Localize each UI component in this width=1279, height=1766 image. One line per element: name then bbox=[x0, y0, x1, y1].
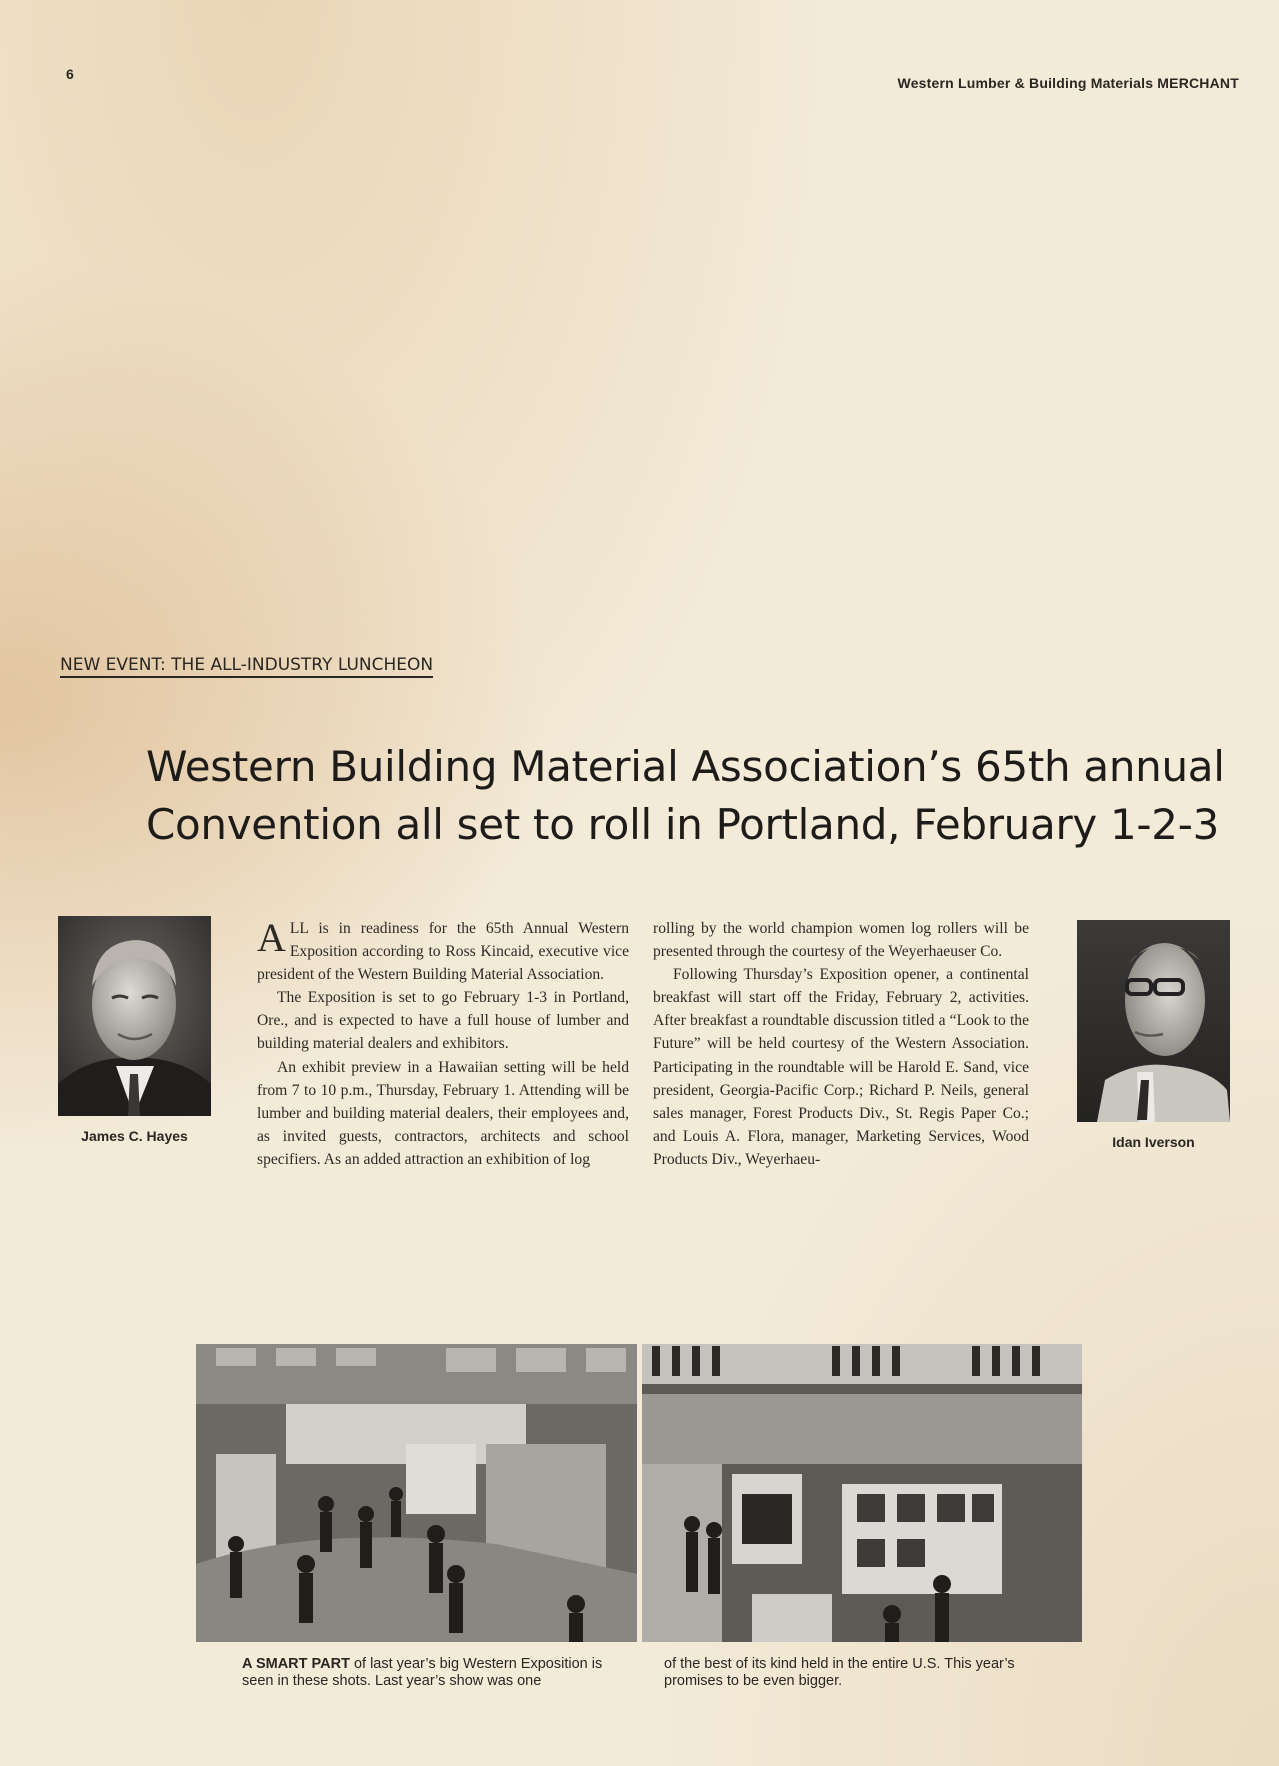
portrait-right-caption: Idan Iverson bbox=[1112, 1134, 1195, 1150]
portrait-left-caption: James C. Hayes bbox=[81, 1128, 188, 1144]
running-head: Western Lumber & Building Materials MERCHANT bbox=[897, 75, 1239, 91]
exposition-photo-left bbox=[196, 1344, 637, 1642]
paragraph: The Exposition is set to go February 1-3 in Portland, Ore., and is expected to have a full house of lumber and building material dealers and exhibitors. bbox=[257, 989, 629, 1053]
paragraph: ALL is in readiness for the 65th Annual Western Exposition according to Ross Kincaid, executive vice president of the Western Building Material Association. bbox=[257, 915, 629, 984]
paragraph: rolling by the world champion women log rollers will be presented through the courtesy of the Weyerhaeuser Co. bbox=[653, 920, 1029, 961]
headline bbox=[146, 738, 1246, 854]
paragraph: Following Thursday’s Exposition opener, a continental breakfast will start off the Friday, February 2, activities. After breakfast a roundtable discussion titled a “Look to the Future” will be held courtesy of the Western Association. Participating in the roundtable will be Harold E. Sand, vice president, Georgia-Pacific Corp.; Richard P. Neils, general sales manager, Forest Products Div., St. Regis Paper Co.; and Louis A. Flora, manager, Marketing Services, Wood Products Div., Weyerhaeu- bbox=[653, 966, 1029, 1168]
headline-line-2: Convention all set to roll in Portland, February 1-2-3 bbox=[146, 800, 1219, 849]
page-number: 6 bbox=[66, 66, 74, 82]
portrait-left-photo bbox=[58, 916, 211, 1116]
body-column-1 bbox=[257, 917, 629, 1171]
photo-caption-right: of the best of its kind held in the entire U.S. This year’s promises to be even bigger. bbox=[664, 1656, 1015, 1689]
paragraph: An exhibit preview in a Hawaiian setting will be held from 7 to 10 p.m., Thursday, February 1. Attending will be lumber and building material dealers, their employees and, as invited guests, contractors, architects and school specifiers. As an added attraction an exhibition of log bbox=[257, 1058, 629, 1168]
photo-caption-lead: A SMART PART bbox=[242, 1656, 350, 1672]
exposition-photo-right bbox=[642, 1344, 1082, 1642]
drop-cap: A bbox=[257, 915, 286, 960]
photo-caption-left: A SMART PART of last year’s big Western Exposition is seen in these shots. Last year’s show was one bbox=[242, 1656, 603, 1689]
body-column-2 bbox=[653, 917, 1029, 1171]
kicker: NEW EVENT: THE ALL-INDUSTRY LUNCHEON bbox=[60, 655, 433, 678]
portrait-right-photo bbox=[1077, 920, 1230, 1122]
headline-line-1: Western Building Material Association’s 65th annual bbox=[146, 742, 1225, 791]
